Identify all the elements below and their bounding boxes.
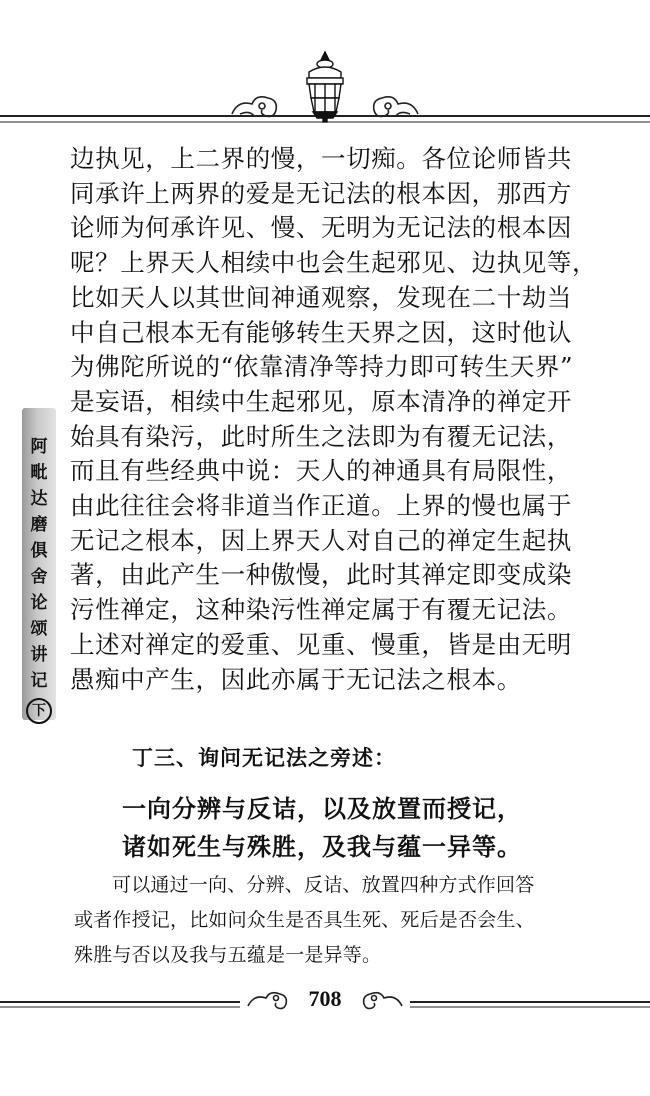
commentary-paragraph xyxy=(74,868,609,973)
verse-line: 诸如死生与殊胜，及我与蕴一异等。 xyxy=(122,833,522,861)
verse-line: 一向分辨与反诘，以及放置而授记， xyxy=(122,795,522,823)
body-line: 愚痴中产生，因此亦属于无记法之根本。 xyxy=(70,664,522,694)
body-line: 论师为何承许见、慢、无明为无记法的根本因 xyxy=(70,213,572,243)
commentary-line: 殊胜与否以及我与五蕴是一是异等。 xyxy=(74,944,382,966)
body-line: 著，由此产生一种傲慢，此时其禅定即变成染 xyxy=(70,560,572,590)
body-line: 污性禅定，这种染污性禅定属于有覆无记法。 xyxy=(70,595,572,625)
side-title-char: 毗 xyxy=(30,463,48,483)
body-line: 是妄语，相续中生起邪见，原本清净的禅定开 xyxy=(70,386,572,416)
side-title-char: 讲 xyxy=(30,645,48,665)
root-verse xyxy=(122,790,522,866)
body-line: 比如天人以其世间神通观察，发现在二十劫当 xyxy=(70,282,572,312)
side-title-char: 舍 xyxy=(30,567,48,587)
side-title-char: 磨 xyxy=(30,515,48,535)
side-book-title-tab xyxy=(22,408,56,720)
body-line: 无记之根本，因上界天人对自己的禅定生起执 xyxy=(70,525,572,555)
body-line: 呢？上界天人相续中也会生起邪见、边执见等， xyxy=(70,248,598,278)
body-line: 边执见，上二界的慢，一切痴。各位论师皆共 xyxy=(70,144,572,173)
body-line: 上述对禅定的爱重、见重、慢重，皆是由无明 xyxy=(70,629,572,659)
body-line: 始具有染污，此时所生之法即为有覆无记法， xyxy=(70,421,572,451)
side-title-char: 颂 xyxy=(30,619,48,639)
cloud-scroll-right-icon xyxy=(374,97,418,117)
page-number: 708 xyxy=(308,986,342,1011)
header-ornament xyxy=(0,50,650,140)
victory-banner-icon xyxy=(307,52,343,122)
body-line: 由此往往会将非道当作正道。上界的慢也属于 xyxy=(70,491,572,521)
body-line: 同承许上两界的爱是无记法的根本因，那西方 xyxy=(70,178,572,208)
section-heading: 丁三、询问无记法之旁述： xyxy=(132,746,396,770)
body-line: 而且有些经典中说：天人的神通具有局限性， xyxy=(70,456,572,486)
commentary-line: 可以通过一向、分辨、反诘、放置四种方式作回答 xyxy=(112,874,535,896)
body-line: 为佛陀所说的“依靠清净等持力即可转生天界” xyxy=(70,352,574,382)
side-title-char: 论 xyxy=(30,593,48,613)
body-paragraph xyxy=(70,142,610,697)
body-line: 中自己根本无有能够转生天界之因，这时他认 xyxy=(70,317,572,347)
side-title-char: 记 xyxy=(30,671,48,691)
cloud-scroll-left-icon xyxy=(232,97,276,117)
commentary-line: 或者作授记，比如问众生是否具生死、死后是否会生、 xyxy=(74,909,535,931)
side-title-char: 阿 xyxy=(30,437,48,457)
side-title-char: 俱 xyxy=(30,541,48,561)
side-title-volume: 下 xyxy=(26,698,52,724)
side-title-char: 达 xyxy=(30,489,48,509)
